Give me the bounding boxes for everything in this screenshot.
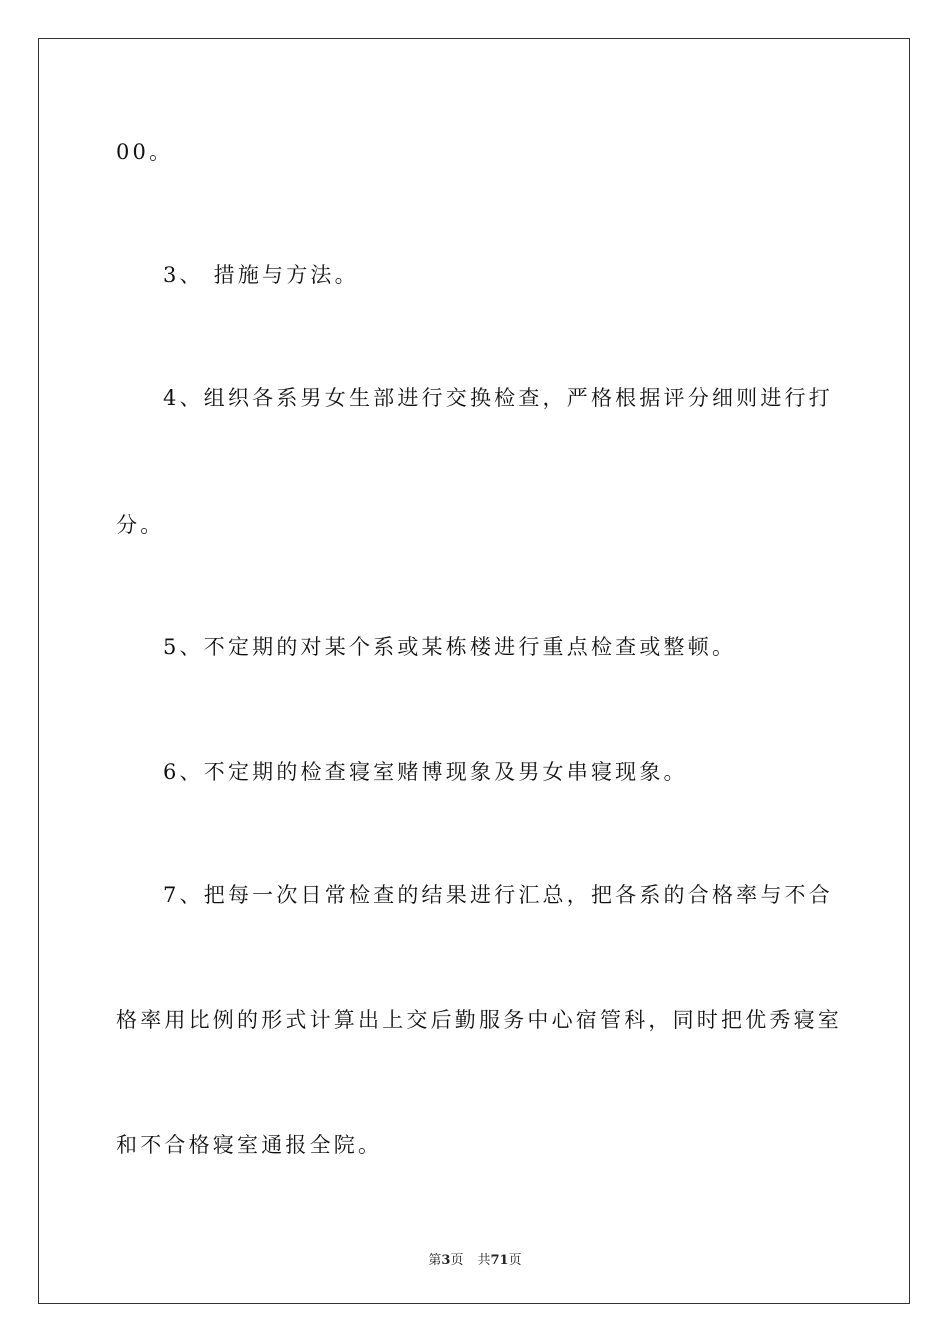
paragraph-line-8: 格率用比例的形式计算出上交后勤服务中心宿管科，同时把优秀寝室 xyxy=(116,1008,842,1032)
footer-total-suffix: 页 xyxy=(508,1253,522,1268)
footer-page-suffix: 页 xyxy=(450,1253,464,1268)
footer-total-prefix: 共 xyxy=(477,1253,491,1268)
paragraph-line-5: 5、不定期的对某个系或某栋楼进行重点检查或整顿。 xyxy=(163,635,737,659)
page-footer xyxy=(0,1249,950,1268)
page-border xyxy=(38,38,910,1304)
footer-page-prefix: 第 xyxy=(428,1253,442,1268)
footer-page-number: 3 xyxy=(441,1253,451,1268)
paragraph-line-9: 和不合格寝室通报全院。 xyxy=(116,1133,383,1157)
paragraph-line-2: 3、 措施与方法。 xyxy=(163,263,359,287)
paragraph-line-6: 6、不定期的检查寝室赌博现象及男女串寝现象。 xyxy=(163,760,688,784)
paragraph-line-4: 分。 xyxy=(116,513,165,537)
paragraph-line-3: 4、组织各系男女生部进行交换检查，严格根据评分细则进行打 xyxy=(163,386,833,410)
footer-total-pages: 71 xyxy=(490,1253,509,1268)
paragraph-line-7: 7、把每一次日常检查的结果进行汇总，把各系的合格率与不合 xyxy=(163,883,833,907)
paragraph-line-1: 00。 xyxy=(116,140,174,164)
